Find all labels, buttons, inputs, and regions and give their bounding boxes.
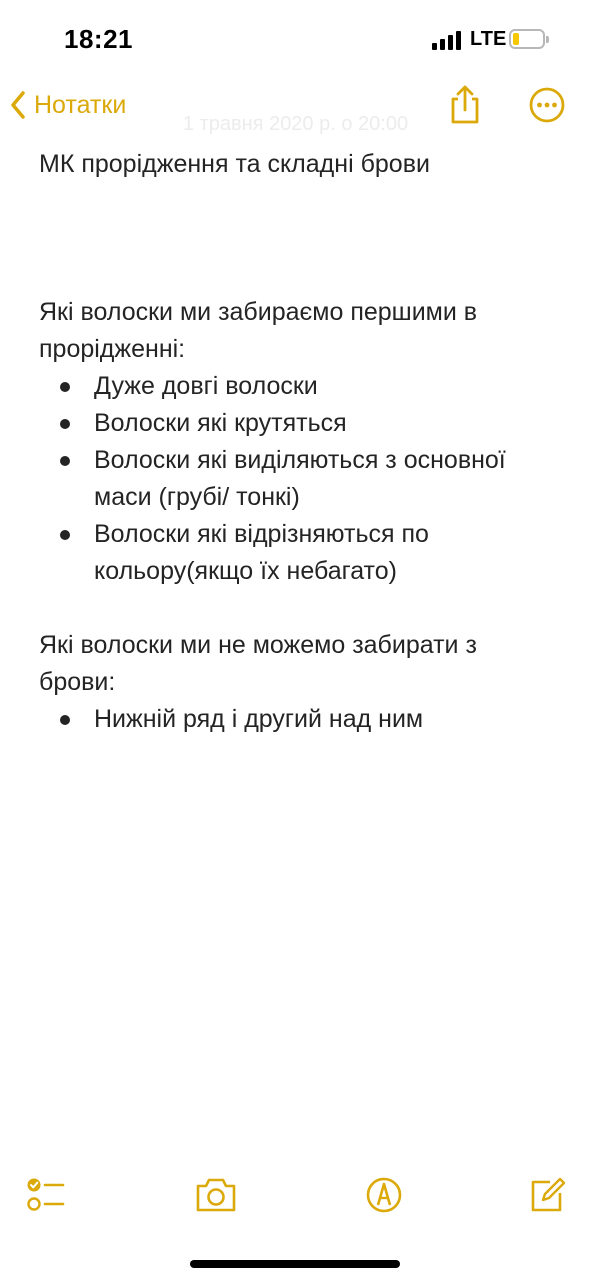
camera-icon [194, 1174, 238, 1214]
camera-button[interactable] [194, 1174, 238, 1219]
status-bar [0, 0, 591, 80]
signal-strength-icon [432, 30, 464, 50]
more-icon [528, 86, 566, 124]
compose-button[interactable] [528, 1174, 568, 1219]
section-heading: Які волоски ми забираємо першими в прорідженні: [39, 298, 478, 363]
markup-pen-icon [364, 1174, 404, 1214]
list-item-text: Волоски які крутяться [94, 409, 347, 437]
bullet-icon [60, 530, 70, 540]
battery-icon [509, 29, 545, 49]
checklist-button[interactable] [26, 1174, 66, 1219]
battery-fill [513, 33, 519, 45]
back-button-label: Нотатки [34, 90, 127, 119]
bullet-list [39, 701, 539, 738]
more-options-button[interactable] [528, 86, 566, 124]
chevron-left-icon [10, 91, 26, 119]
list-item-text: Нижній ряд і другий над ним [94, 705, 424, 733]
note-title: МК прорідження та складні брови [39, 150, 430, 178]
back-button[interactable] [10, 85, 126, 125]
bullet-icon [60, 419, 70, 429]
status-time: 18:21 [64, 24, 133, 54]
note-body[interactable] [39, 146, 539, 738]
list-item-text: Волоски які виділяються з основної маси (грубі/ тонкі) [94, 446, 506, 511]
bullet-icon [60, 382, 70, 392]
note-section [39, 294, 539, 590]
home-indicator[interactable] [190, 1260, 400, 1268]
network-type: LTE [470, 28, 507, 50]
list-item [39, 442, 539, 516]
compose-icon [528, 1174, 568, 1214]
checklist-icon [26, 1174, 66, 1214]
list-item-text: Волоски які відрізняються по кольору(якщо їх небагато) [94, 520, 429, 585]
list-item-text: Дуже довгі волоски [94, 372, 318, 400]
bullet-icon [60, 715, 70, 725]
share-button[interactable] [446, 84, 484, 124]
markup-button[interactable] [364, 1174, 404, 1219]
share-icon [446, 84, 484, 124]
bullet-list [39, 368, 539, 590]
section-heading: Які волоски ми не можемо забирати з брови: [39, 631, 477, 696]
note-section [39, 627, 539, 738]
list-item [39, 516, 539, 590]
note-date: 1 травня 2020 р. о 20:00 [182, 113, 409, 135]
list-item [39, 405, 539, 442]
list-item [39, 701, 539, 738]
list-item [39, 368, 539, 405]
bullet-icon [60, 456, 70, 466]
bottom-toolbar [0, 1170, 591, 1220]
navigation-bar [0, 80, 591, 140]
